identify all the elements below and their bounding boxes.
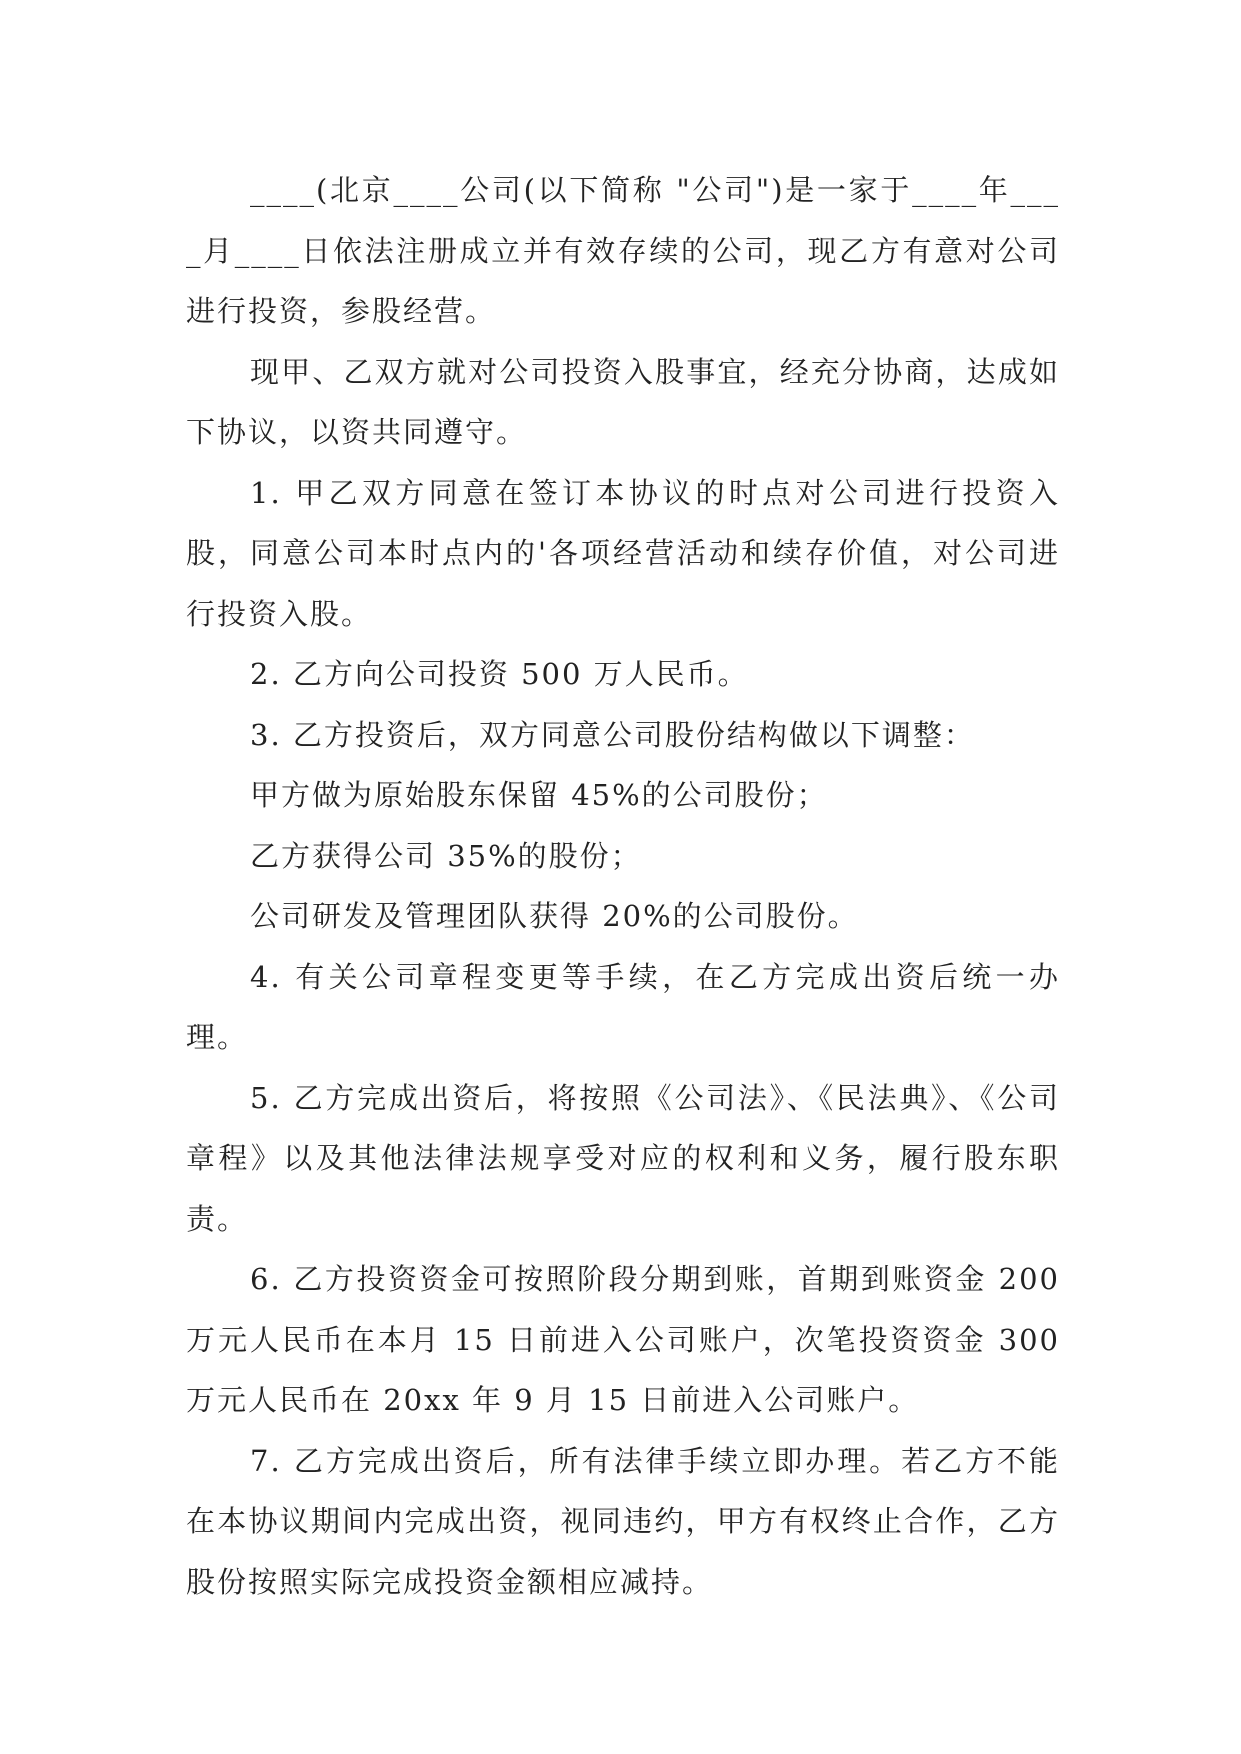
clause-2: 2. 乙方向公司投资 500 万人民币。 bbox=[250, 657, 749, 691]
paragraph-company-intro: ____(北京____公司(以下简称 "公司")是一家于____年____月____日依法注册成立并有效存续的公司，现乙方有意对公司进行投资，参股经营。 bbox=[186, 173, 1060, 328]
clause-6: 6. 乙方投资资金可按照阶段分期到账，首期到账资金 200 万元人民币在本月 15 日前进入公司账户，次笔投资资金 300 万元人民币在 20xx 年 9 月 15 日前进入公司账户。 bbox=[186, 1262, 1060, 1417]
document-body bbox=[186, 160, 1060, 1612]
clause-5: 5. 乙方完成出资后，将按照《公司法》、《民法典》、《公司章程》以及其他法律法规享受对应的权利和义务，履行股东职责。 bbox=[186, 1080, 1060, 1236]
paragraph-agreement-preamble: 现甲、乙双方就对公司投资入股事宜，经充分协商，达成如下协议，以资共同遵守。 bbox=[186, 354, 1060, 449]
clause-7: 7. 乙方完成出资后，所有法律手续立即办理。若乙方不能在本协议期间内完成出资，视同违约，甲方有权终止合作，乙方股份按照实际完成投资金额相应减持。 bbox=[186, 1443, 1060, 1599]
share-party-a: 甲方做为原始股东保留 45%的公司股份； bbox=[250, 778, 828, 812]
clause-3: 3. 乙方投资后，双方同意公司股份结构做以下调整： bbox=[250, 717, 975, 752]
clause-1: 1. 甲乙双方同意在签订本协议的时点对公司进行投资入股，同意公司本时点内的'各项经营活动和续存价值，对公司进行投资入股。 bbox=[186, 475, 1060, 631]
share-team: 公司研发及管理团队获得 20%的公司股份。 bbox=[250, 899, 859, 933]
share-party-b: 乙方获得公司 35%的股份； bbox=[250, 838, 642, 873]
clause-4: 4. 有关公司章程变更等手续，在乙方完成出资后统一办理。 bbox=[186, 959, 1060, 1054]
